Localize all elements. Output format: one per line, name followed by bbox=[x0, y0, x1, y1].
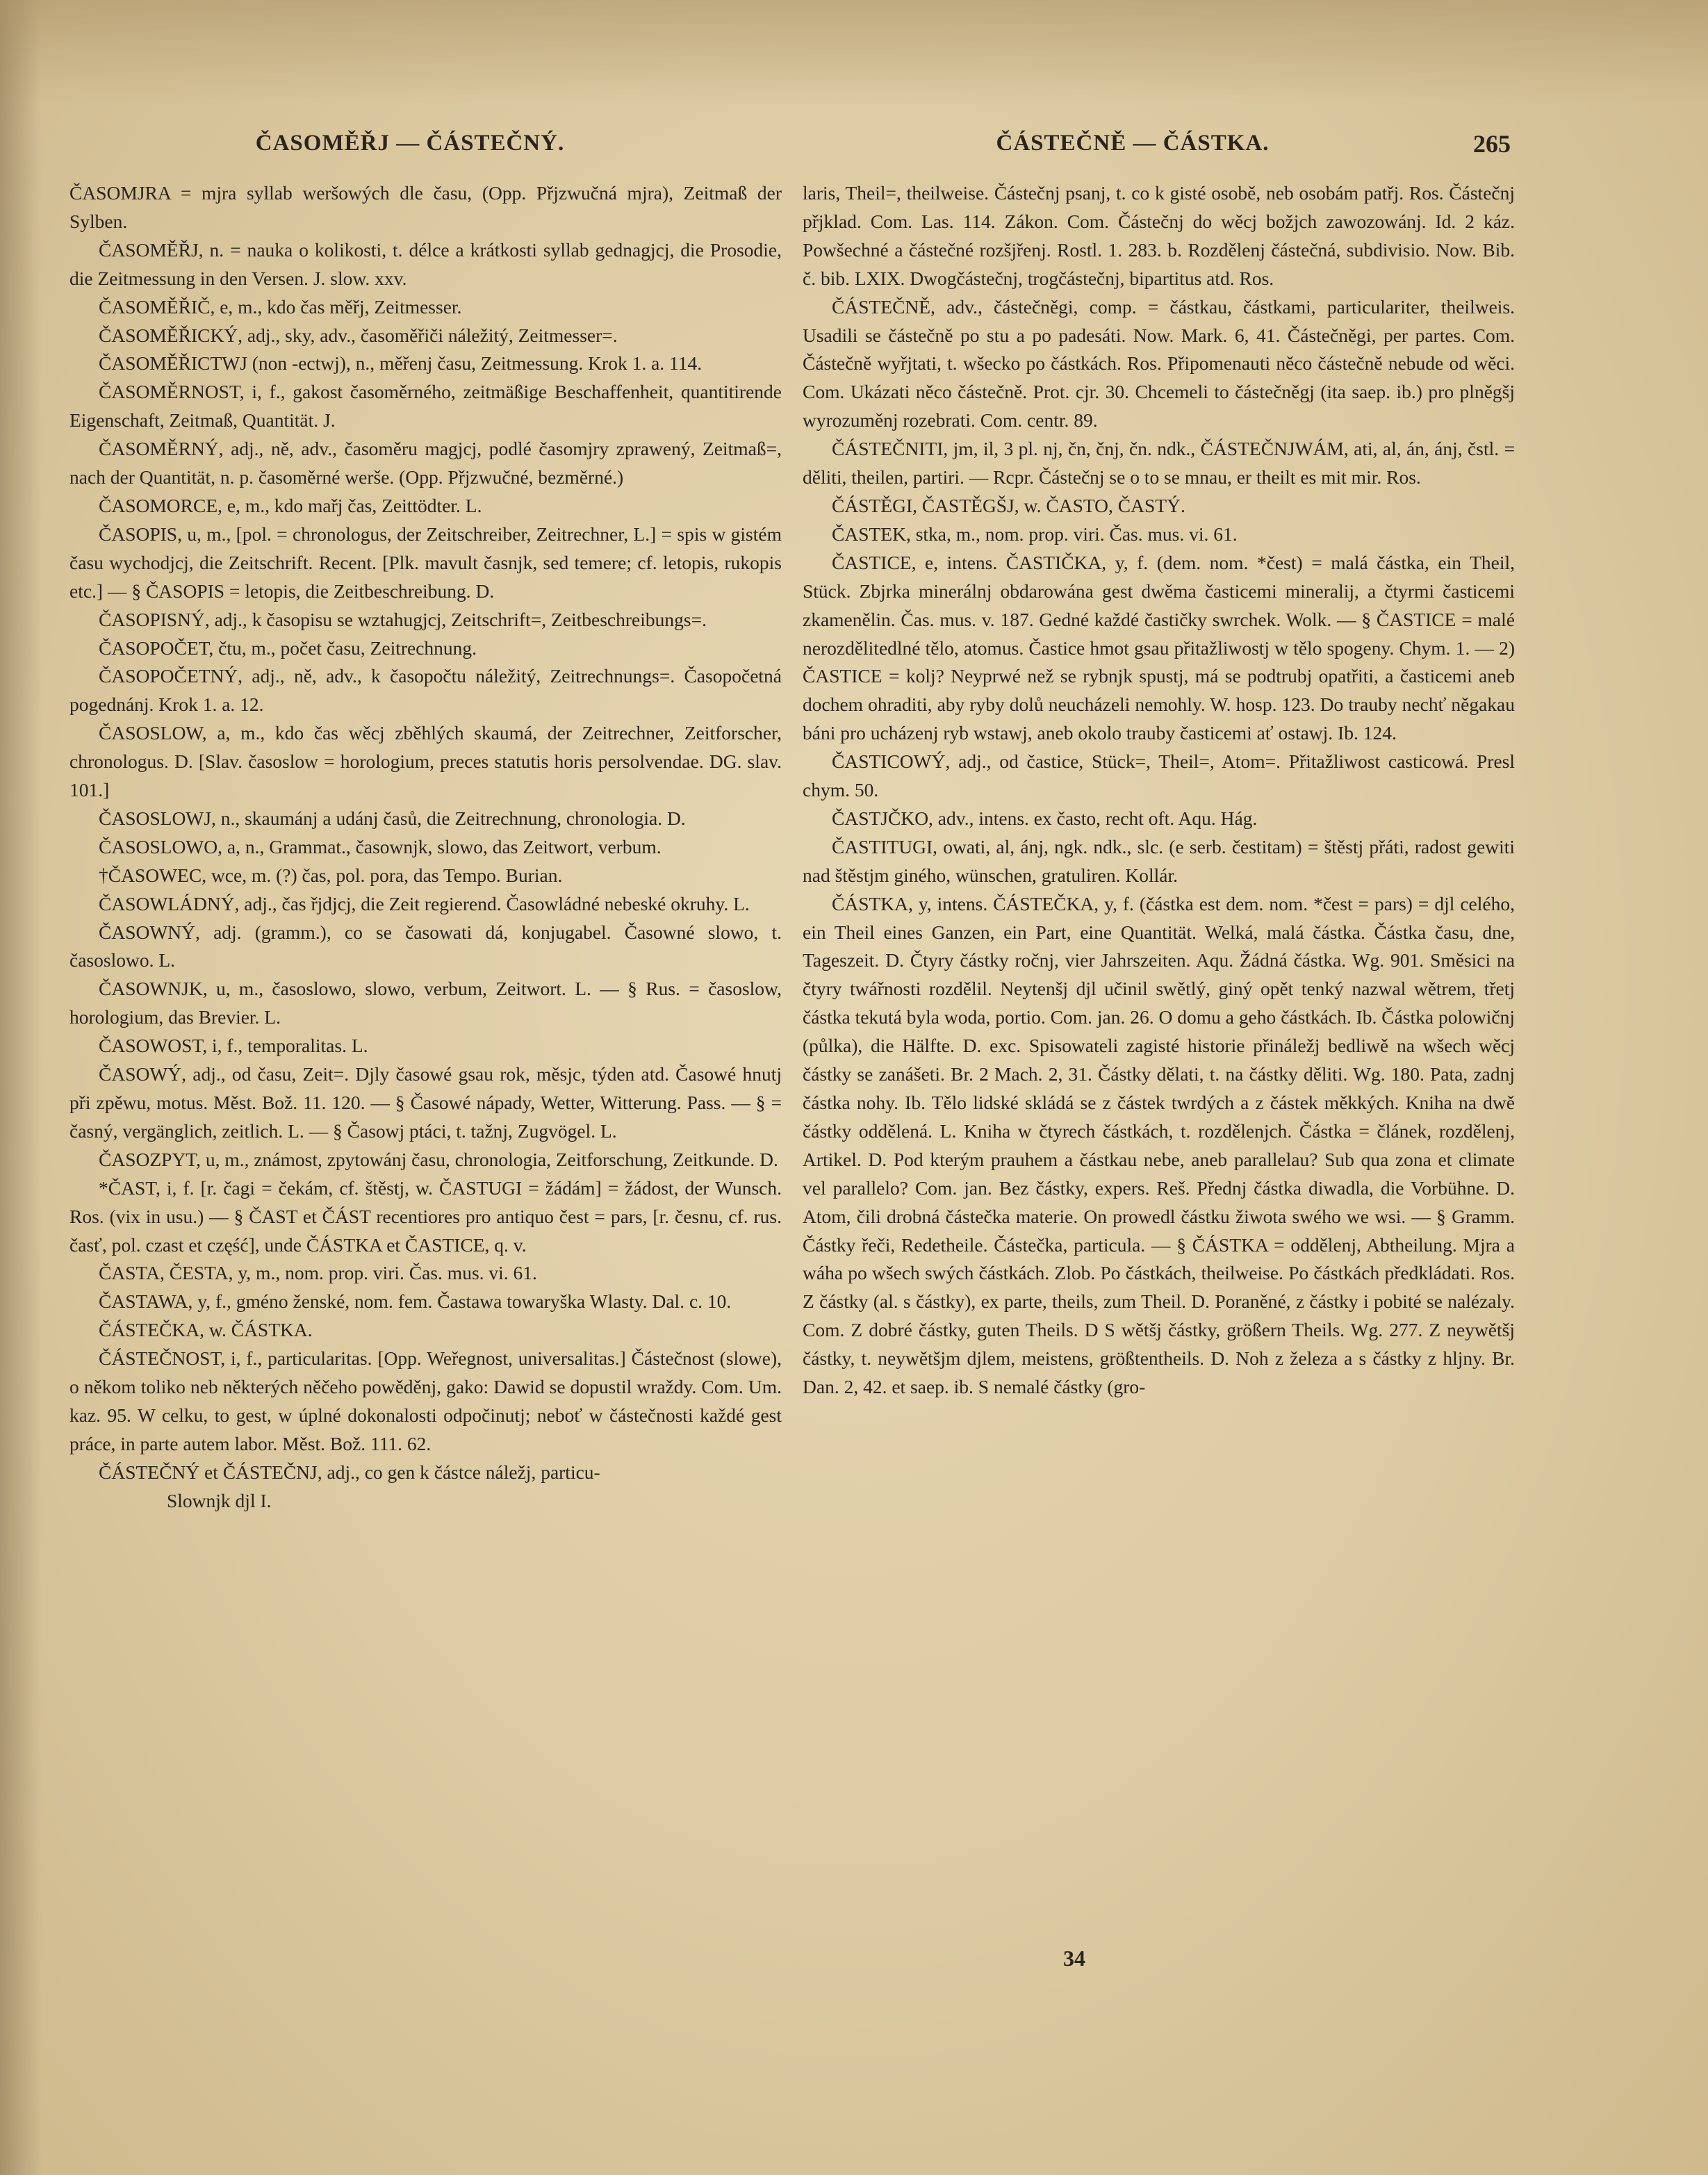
entry: ČASTICE, e, intens. ČASTIČKA, y, f. (dem. nom. *čest) = malá částka, ein Theil, Stück. Zbjrka minerálnj obdarowána gest dwěma časticemi mineralij, a čtyrmi časticemi zkamenělin. Čas. mus. v. 187. Gedné každé častičky swrchek. Wolk. — § ČASTICE = malé nerozdělitedlné tělo, atomus. Častice hmot gsau přitažliwostj w tělo spogeny. Chym. 1. — 2) ČASTICE = kolj? Neyprwé než se rybnjk spustj, má se podtrubj opatřiti, a časticemi aneb dochem ohraditi, aby ryby dolů neucházeli nemohly. W. hosp. 123. Do trauby nechť něgakau báni pro ucházenj ryb wstawj, aneb okolo trauby časticemi ať ostawj. Ib. 124. bbox=[803, 551, 1515, 744]
entry: ČASOMORCE, e, m., kdo mařj čas, Zeittödter. L. bbox=[99, 494, 482, 516]
entry: ČASOMĚRNOST, i, f., gakost časoměrného, zeitmäßige Beschaffenheit, quantitirende Eigenschaft, Zeitmaß, Quantität. J. bbox=[69, 381, 782, 432]
entry: ČASOMJRA = mjra syllab weršowých dle času, (Opp. Přjzwučná mjra), Zeitmaß der Sylben. bbox=[69, 182, 782, 232]
entry: ČÁSTĚGI, ČASTĚGŠJ, w. ČASTO, ČASTÝ. bbox=[832, 494, 1185, 516]
binding-shadow bbox=[0, 0, 42, 2175]
entry: ČASOWLÁDNÝ, adj., čas řjdjcj, die Zeit regierend. Časowládné nebeské okruhy. L. bbox=[99, 892, 750, 914]
entry: ČASOPOČETNÝ, adj., ně, adv., k časopočtu náležitý, Zeitrechnungs=. Časopočetná pogednánj. Krok 1. a. 12. bbox=[69, 665, 782, 716]
entry: ČÁSTEČNITI, jm, il, 3 pl. nj, čn, čnj, čn. ndk., ČÁSTEČNJWÁM, ati, al, án, ánj, čstl. = děliti, theilen, partiri. — Rcpr. Částečnj se o to se mnau, er theilt es mit mir. Ros. bbox=[803, 438, 1515, 489]
entry: ČASOMĚŘICTWJ (non -ectwj), n., měřenj času, Zeitmessung. Krok 1. a. 114. bbox=[99, 352, 703, 375]
page-number: 265 bbox=[1473, 130, 1511, 158]
entry: ČASOPISNÝ, adj., k časopisu se wztahugjcj, Zeitschrift=, Zeitbeschreibungs=. bbox=[99, 608, 707, 630]
entry: *ČAST, i, f. [r. čagi = čekám, cf. štěstj, w. ČASTUGI = žádám] = žádost, der Wunsch. Ros. (vix in usu.) — § ČAST et ČÁST recentiores pro antiquo čest = pars, [r. česnu, cf. rus. časť, pol. czast et część], unde ČÁSTKA et ČASTICE, q. v. bbox=[69, 1176, 782, 1256]
sheet-signature: 34 bbox=[1063, 1946, 1085, 1971]
left-running-head: ČASOMĚŘJ — ČÁSTEČNÝ. bbox=[255, 131, 565, 156]
entry: ČASTA, ČESTA, y, m., nom. prop. viri. Čas. mus. vi. 61. bbox=[99, 1262, 537, 1284]
entry: ČASOWOST, i, f., temporalitas. L. bbox=[99, 1035, 368, 1057]
footer-signature: Slownjk djl I. bbox=[167, 1489, 272, 1511]
entry: ČÁSTEČNÝ et ČÁSTEČNJ, adj., co gen k částce náležj, particu- bbox=[99, 1461, 600, 1483]
entry: ČASOSLOWO, a, n., Grammat., časownjk, slowo, das Zeitwort, verbum. bbox=[99, 835, 662, 857]
right-running-head: ČÁSTEČNĚ — ČÁSTKA. bbox=[996, 131, 1270, 156]
entry: ČÁSTKA, y, intens. ČÁSTEČKA, y, f. (částka est dem. nom. *čest = pars) = djl celého, ein Theil eines Ganzen, ein Part, eine Quantität. Welká, malá částka. Částka času, dne, Tageszeit. D. Čtyry částky ročnj, vier Jahrszeiten. Aqu. Žádná částka. Wg. 901. Směsici na čtyry twářnosti rozdělil. Neytenšj djl učinil swětlý, giný opět tenký nazwal wětrem, třetj částka tekutá byla woda, portio. Com. jan. 26. O domu a geho částkách. Ib. Částka polowičnj (půlka), die Hälfte. D. exc. Spisowateli zagisté historie přináležj bedliwě na wšech wěcj částky se zanášeti. Br. 2 Mach. 2, 31. Částky dělati, t. na částky děliti. Wg. 180. Pata, zadnj částka nohy. Ib. Tělo lidské skládá se z částek twrdých a z částek měkkých. Kniha na dwě částky oddělená. L. Kniha w čtyrech částkách, t. rozdělenjch. Částka = článek, rozdělenj, Artikel. D. Pod kterým prauhem a částkau nebe, aneb parallelau? Sub qua zona et climate vel parallelo? Com. jan. Bez částky, expers. Reš. Přednj částka diwadla, die Vorbühne. D. Atom, čili drobná částečka materie. On prowedl částku žiwota swého we wsi. — § Gramm. Částky řeči, Redetheile. Částečka, particula. — § ČÁSTKA = oddělenj, Abtheilung. Mjra a wáha po wšech swých částkách. Zlob. Po částkách, theilweise. Po částkách předkládati. Ros. Z částky (al. s částky), ex parte, theils, zum Theil. D. Poraněné, z částky i pobité se nalézaly. Com. Z dobré částky, guten Theils. D S wětšj částky, größern Theils. Wg. 277. Z neywětšj částky, t. neywětšjm djlem, meistens, größtentheils. D. Noh z železa a s částky z hljny. Br. Dan. 2, 42. et saep. ib. S nemalé částky (gro- bbox=[803, 892, 1515, 1398]
left-column bbox=[69, 179, 782, 1986]
entry: ČASOMĚŘICKÝ, adj., sky, adv., časoměřiči náležitý, Zeitmesser=. bbox=[99, 324, 618, 346]
entry: ČASOSLOWJ, n., skaumánj a udánj časů, die Zeitrechnung, chronologia. D. bbox=[99, 807, 686, 829]
entry: ČASOWÝ, adj., od času, Zeit=. Djly časowé gsau rok, měsjc, týden atd. Časowé hnutj při zpěwu, motus. Měst. Bož. 11. 120. — § Časowé nápady, Wetter, Witterung. Pass. — § = časný, vergänglich, zeitlich. L. — § Časowj ptáci, t. tažnj, Zugvögel. L. bbox=[69, 1063, 782, 1142]
entry: ČASTJČKO, adv., intens. ex často, recht oft. Aqu. Hág. bbox=[832, 807, 1258, 829]
entry: ČASOMĚŘIČ, e, m., kdo čas měřj, Zeitmesser. bbox=[99, 295, 462, 318]
entry: ČASOPOČET, čtu, m., počet času, Zeitrechnung. bbox=[99, 637, 477, 659]
entry: laris, Theil=, theilweise. Částečnj psanj, t. co k gisté osobě, neb osobám patřj. Ros. Částečnj přjklad. Com. Las. 114. Zákon. Com. Částečnj do wěcj božjch zawozowánj. Id. 2 káz. Powšechné a částečné rozšjřenj. Rostl. 1. 283. b. Rozdělenj částečná, subdivisio. Now. Bib. č. bib. LXIX. Dwogčástečnj, trogčástečnj, bipartitus atd. Ros. bbox=[803, 182, 1515, 289]
entry: ČASTEK, stka, m., nom. prop. viri. Čas. mus. vi. 61. bbox=[832, 523, 1238, 545]
entry: ČASOPIS, u, m., [pol. = chronologus, der Zeitschreiber, Zeitrechner, L.] = spis w gistém času wychodjcj, die Zeitschrift. Recent. [Plk. mavult časnjk, sed temere; cf. letopis, rukopis etc.] — § ČASOPIS = letopis, die Zeitbeschreibung. D. bbox=[69, 523, 782, 602]
entry: ČASOWNÝ, adj. (gramm.), co se časowati dá, konjugabel. Časowné slowo, t. časoslowo. L. bbox=[69, 921, 782, 971]
entry: ČASTITUGI, owati, al, ánj, ngk. ndk., slc. (e serb. čestitam) = štěstj přáti, radost gewiti nad štěstjm giného, wünschen, gratuliren. Kollár. bbox=[803, 835, 1515, 886]
entry: ČÁSTEČNOST, i, f., particularitas. [Opp. Weřegnost, universalitas.] Částečnost (slowe), o někom toliko neb některých něčeho powěděnj, gako: Dawid se dopustil wraždy. Com. Um. kaz. 95. W celku, to gest, w úplné dokonalosti odpočinutj; neboť w částečnosti každé gest práce, in parte autem labor. Měst. Bož. 111. 62. bbox=[69, 1347, 782, 1454]
entry: ČASOWNJK, u, m., časoslowo, slowo, verbum, Zeitwort. L. — § Rus. = časoslow, horologium, das Brevier. L. bbox=[69, 978, 782, 1028]
right-column bbox=[803, 179, 1515, 1986]
entry: ČASOMĚRNÝ, adj., ně, adv., časoměru magjcj, podlé časomjry zprawený, Zeitmaß=, nach der Quantität, n. p. časoměrné werše. (Opp. Přjzwučné, bezměrné.) bbox=[69, 438, 782, 489]
entry: ČÁSTEČKA, w. ČÁSTKA. bbox=[99, 1319, 313, 1341]
entry: ČASTICOWÝ, adj., od častice, Stück=, Theil=, Atom=. Přitažliwost casticowá. Presl chym. 50. bbox=[803, 750, 1515, 801]
entry: †ČASOWEC, wce, m. (?) čas, pol. pora, das Tempo. Burian. bbox=[99, 864, 563, 886]
entry: ČASTAWA, y, f., gméno ženské, nom. fem. Častawa towaryška Wlasty. Dal. c. 10. bbox=[99, 1290, 732, 1313]
entry: ČASOSLOW, a, m., kdo čas wěcj zběhlých skaumá, der Zeitrechner, Zeitforscher, chronologus. D. [Slav. časoslow = horologium, preces statutis horis persolvendae. DG. slav. 101.] bbox=[69, 722, 782, 801]
entry: ČASOMĚŘJ, n. = nauka o kolikosti, t. délce a krátkosti syllab gednagjcj, die Prosodie, die Zeitmessung in den Versen. J. slow. xxv. bbox=[69, 238, 782, 289]
entry: ČASOZPYT, u, m., známost, zpytowánj času, chronologia, Zeitforschung, Zeitkunde. D. bbox=[99, 1148, 778, 1170]
entry: ČÁSTEČNĚ, adv., částečněgi, comp. = částkau, částkami, particulariter, theilweis. Usadili se částečně po stu a po padesáti. Now. Mark. 6, 41. Částečněgi, per partes. Com. Částečně wyřjtati, t. wšecko po částkách. Ros. Připomenauti něco částečně nebude od wěci. Com. Ukázati něco částečně. Prot. cjr. 30. Chcemeli to částečněgj (ita saep. ib.) pro plněgšj wyrozuměnj rozebrati. Com. centr. 89. bbox=[803, 295, 1515, 432]
